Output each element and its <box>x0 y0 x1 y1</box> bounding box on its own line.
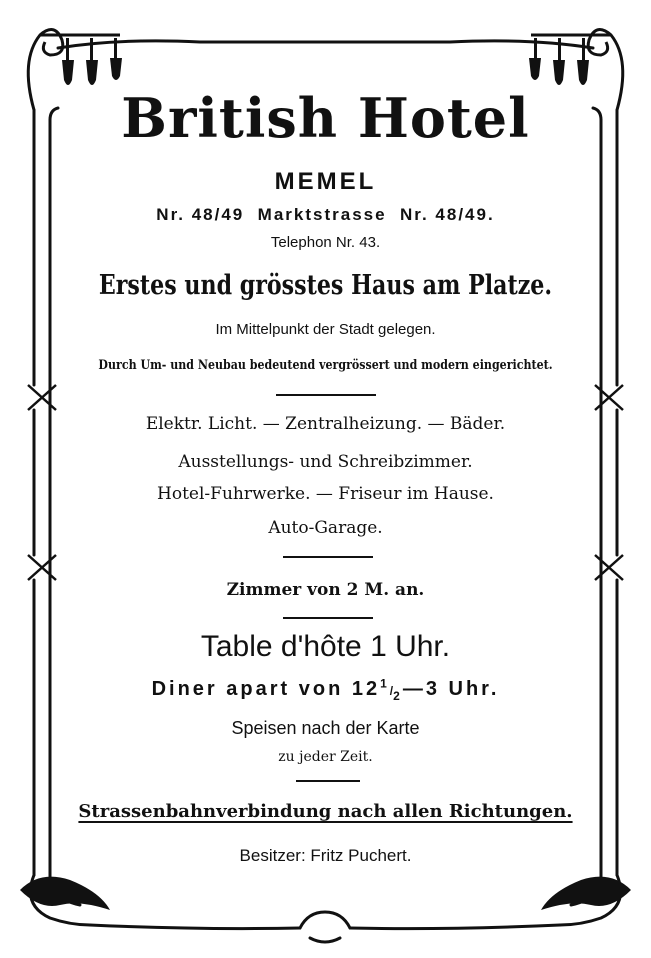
table-dhote: Table d'hôte 1 Uhr. <box>200 630 451 663</box>
fraction-denominator: 2 <box>393 689 403 703</box>
telephone: Telephon Nr. 43. <box>270 234 381 251</box>
diner-times <box>0 678 651 701</box>
menu-note: Speisen nach der Karte <box>231 718 420 738</box>
city-name: MEMEL <box>274 168 377 195</box>
address: Nr. 48/49 Marktstrasse Nr. 48/49. <box>156 205 495 224</box>
fraction-numerator: 1 <box>380 676 390 691</box>
diner-suffix: —3 Uhr. <box>402 678 500 700</box>
renovation: Durch Um- und Neubau bedeutend vergrössert und modern eingerichtet. <box>98 358 553 373</box>
divider <box>283 556 373 558</box>
diner-prefix: Diner apart von 12 <box>151 678 381 700</box>
divider <box>296 780 360 782</box>
amenity-line: Auto-Garage. <box>268 518 383 538</box>
anytime-note: zu jeder Zeit. <box>278 749 373 765</box>
amenity-line: Ausstellungs- und Schreibzimmer. <box>178 452 473 472</box>
divider <box>283 617 373 619</box>
amenity-line: Hotel-Fuhrwerke. — Friseur im Hause. <box>157 484 494 504</box>
amenity-line: Elektr. Licht. — Zentralheizung. — Bäder. <box>145 414 506 434</box>
location: Im Mittelpunkt der Stadt gelegen. <box>215 321 436 338</box>
slogan: Erstes und grösstes Haus am Platze. <box>98 270 553 301</box>
divider <box>276 394 376 396</box>
owner: Besitzer: Fritz Puchert. <box>239 846 412 865</box>
room-prices: Zimmer von 2 M. an. <box>226 580 425 600</box>
fraction-slash: / <box>389 684 394 698</box>
hotel-title: British Hotel <box>121 86 530 150</box>
tram-connection: Strassenbahnverbindung nach allen Richtungen. <box>78 801 573 822</box>
